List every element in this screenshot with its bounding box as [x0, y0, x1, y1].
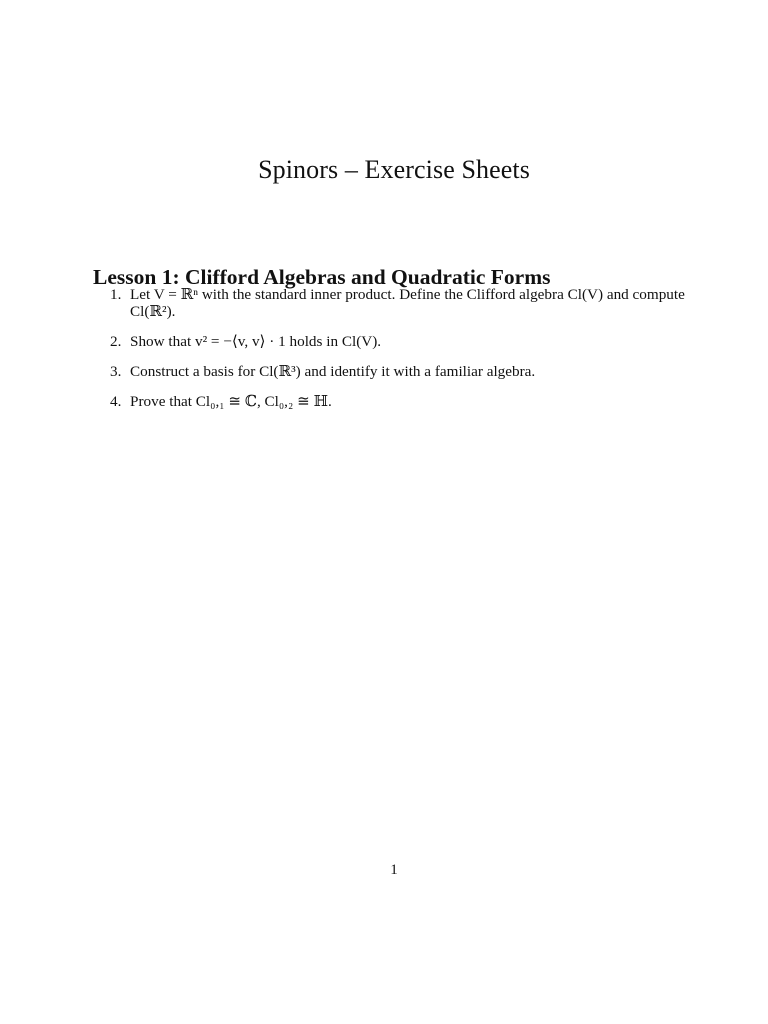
exercise-text: Prove that Cl₀,₁ ≅ ℂ, Cl₀,₂ ≅ ℍ. [130, 393, 332, 410]
exercise-item [104, 393, 704, 410]
page-number: 1 [390, 862, 398, 878]
exercise-item [104, 286, 704, 320]
exercise-text: Show that v² = −⟨v, v⟩ · 1 holds in Cl(V). [130, 333, 382, 350]
exercise-text: Construct a basis for Cl(ℝ³) and identify it with a familiar algebra. [130, 363, 536, 380]
page-title: Spinors – Exercise Sheets [258, 155, 530, 185]
exercise-item [104, 363, 704, 380]
exercise-number: 3. [110, 363, 122, 380]
exercise-text: Let V = ℝⁿ with the standard inner product. Define the Clifford algebra Cl(V) and compute Cl(ℝ²). [130, 286, 685, 320]
exercise-number: 2. [110, 333, 122, 350]
exercise-number: 4. [110, 393, 122, 410]
exercise-item [104, 333, 704, 350]
exercise-list [104, 286, 704, 423]
section-heading: Lesson 1: Clifford Algebras and Quadratic Forms [93, 264, 551, 289]
exercise-number: 1. [110, 286, 122, 303]
